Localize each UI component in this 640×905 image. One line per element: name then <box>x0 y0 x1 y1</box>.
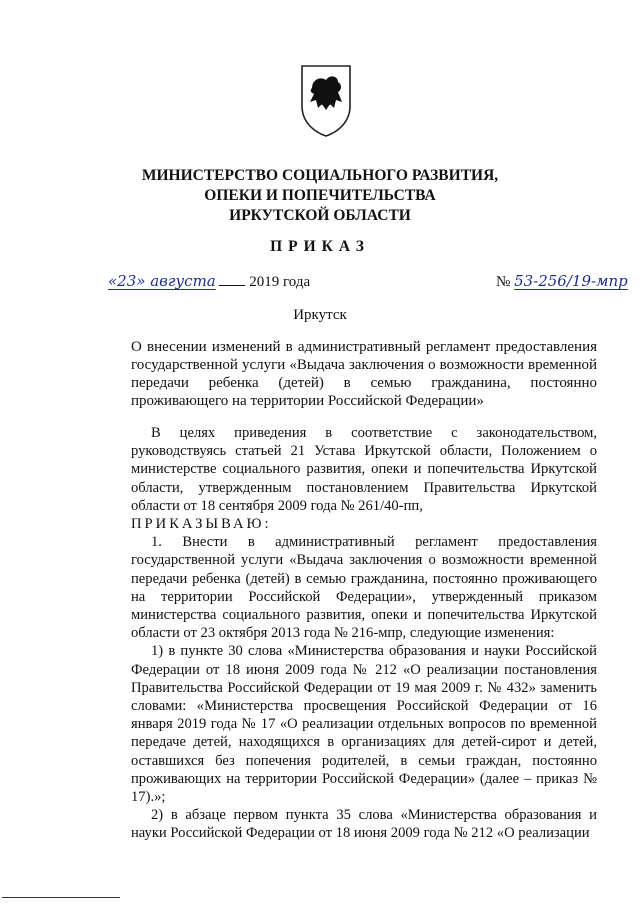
order-title: ПРИКАЗ <box>270 238 370 255</box>
item-1-1: 1) в пункте 30 слова «Министерства образования и науки Российской Федерации от 18 июня 2009 года № 212 «О реализации постановления Правительства Российской Федерации от 19 мая 2009 г. № 432» заменить словами: «Министерства просвещения Российской Федерации от 16 января 2019 года № 17 «О реализации отдельных вопросов по временной передаче детей, находящихся в организациях для детей-сирот и детей, оставшихся без попечения родителей, в семьи граждан, постоянно проживающих на территории Российской Федерации» (далее – приказ № 17).»; <box>131 643 597 806</box>
city: Иркутск <box>293 307 347 323</box>
footnote-rule <box>2 897 120 898</box>
coat-of-arms-emblem <box>298 62 354 138</box>
handwritten-date: «23» августа <box>108 272 216 290</box>
order-year: 2019 года <box>249 274 311 290</box>
preamble: В целях приведения в соответствие с законодательством, руководствуясь статьей 21 Устава Иркутской области, Положением о министерстве социального развития, опеки и попечительства Иркутской области, утвержденным постановлением Правительства Иркутской области от 18 сентября 2009 года № 261/40-пп, <box>131 425 597 514</box>
ministry-line-3: ИРКУТСКОЙ ОБЛАСТИ <box>229 207 411 224</box>
item-1: 1. Внести в административный регламент предоставления государственной услуги «Выдача заключения о возможности временной передачи ребенка (детей) в семью гражданина, постоянно проживающего на территории Российской Федерации», утвержденный приказом министерства социального развития, опеки и попечительства Иркутской области от 23 октября 2013 года № 216-мпр, следующие изменения: <box>131 534 597 642</box>
ministry-line-2: ОПЕКИ И ПОПЕЧИТЕЛЬСТВА <box>204 187 436 204</box>
item-1-2: 2) в абзаце первом пункта 35 слова «Министерства образования и науки Российской Федерации от 18 июня 2009 года № 212 «О реализации <box>131 807 597 842</box>
ministry-name <box>0 166 640 226</box>
order-date <box>108 272 310 291</box>
number-sign: № <box>496 274 511 290</box>
decree-word: ПРИКАЗЫВАЮ: <box>131 516 272 533</box>
ministry-line-1: МИНИСТЕРСТВО СОЦИАЛЬНОГО РАЗВИТИЯ, <box>141 167 499 184</box>
handwritten-number: 53-256/19-мпр <box>514 272 628 290</box>
order-subject: О внесении изменений в административный регламент предоставления государственной услуги «Выдача заключения о возможности временной передачи ребенка (детей) в семью гражданина, постоянно проживающего на территории Российской Федерации» <box>131 339 597 409</box>
order-number <box>496 272 628 291</box>
order-body <box>131 424 597 843</box>
